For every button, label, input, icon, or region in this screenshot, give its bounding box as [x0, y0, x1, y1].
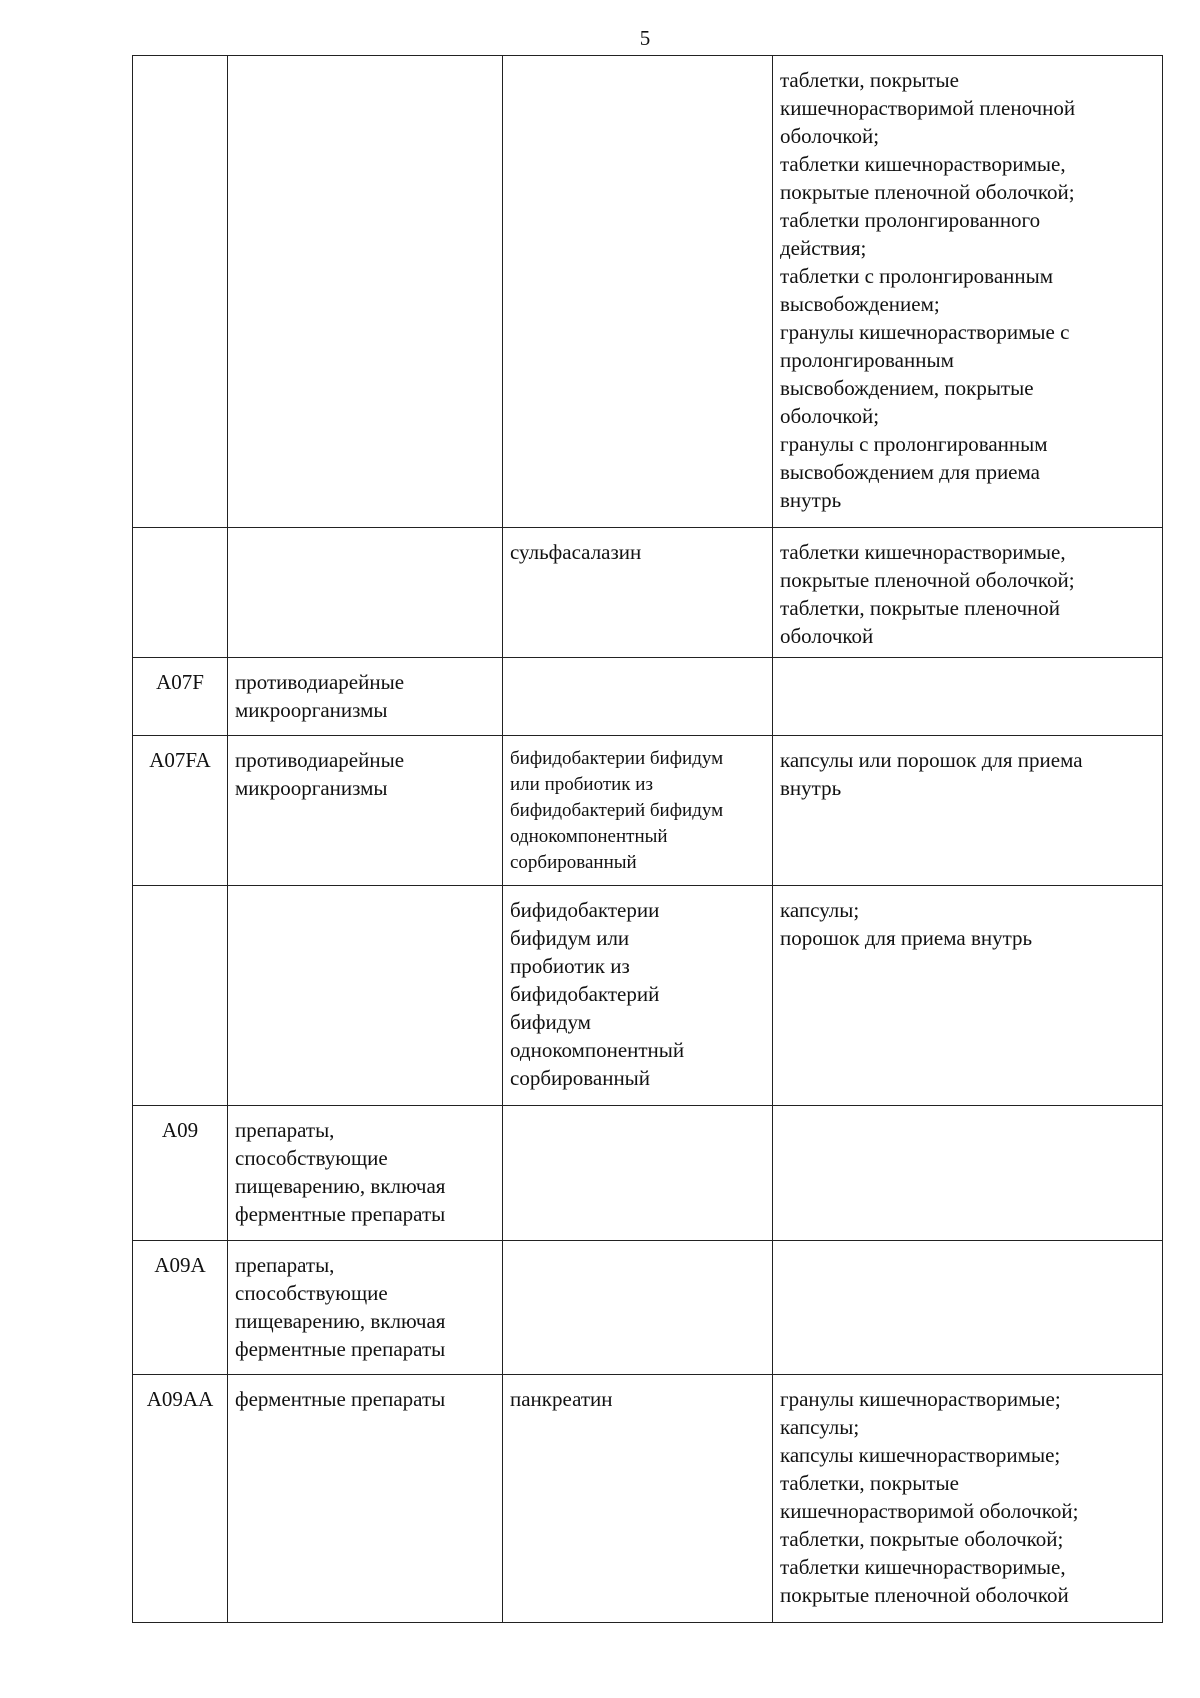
- group-name-cell: противодиарейные микроорганизмы: [228, 658, 503, 736]
- table-row: [133, 1106, 1163, 1241]
- atc-code-cell: A09AA: [133, 1375, 228, 1623]
- dosage-forms-cell: таблетки кишечнорастворимые, покрытые пленочной оболочкой; таблетки, покрытые пленочной оболочкой: [773, 528, 1163, 658]
- drug-table: [132, 55, 1163, 1623]
- atc-code-cell: A07FA: [133, 736, 228, 886]
- table-row: [133, 1241, 1163, 1375]
- atc-code-cell: [133, 56, 228, 528]
- atc-code-cell: [133, 528, 228, 658]
- dosage-forms-cell: таблетки, покрытые кишечнорастворимой пленочной оболочкой; таблетки кишечнорастворимые, покрытые пленочной оболочкой; таблетки пролонгированного действия; таблетки с пролонгированным высвобождением; гранулы кишечнорастворимые с пролонгированным высвобождением, покрытые оболочкой; гранулы с пролонгированным высвобождением для приема внутрь: [773, 56, 1163, 528]
- atc-code-cell: A07F: [133, 658, 228, 736]
- drug-name-cell: бифидобактерии бифидум или пробиотик из бифидобактерий бифидум однокомпонентный сорбированный: [503, 886, 773, 1106]
- page-number: 5: [639, 26, 651, 50]
- dosage-forms-cell: капсулы; порошок для приема внутрь: [773, 886, 1163, 1106]
- drug-name-cell: [503, 56, 773, 528]
- table-row: [133, 736, 1163, 886]
- group-name-cell: ферментные препараты: [228, 1375, 503, 1623]
- dosage-forms-cell: [773, 658, 1163, 736]
- group-name-cell: противодиарейные микроорганизмы: [228, 736, 503, 886]
- atc-code-cell: A09A: [133, 1241, 228, 1375]
- group-name-cell: [228, 886, 503, 1106]
- atc-code-cell: A09: [133, 1106, 228, 1241]
- table-row: [133, 1375, 1163, 1623]
- dosage-forms-cell: капсулы или порошок для приема внутрь: [773, 736, 1163, 886]
- atc-code-cell: [133, 886, 228, 1106]
- table-row: [133, 886, 1163, 1106]
- dosage-forms-cell: [773, 1106, 1163, 1241]
- group-name-cell: препараты, способствующие пищеварению, включая ферментные препараты: [228, 1241, 503, 1375]
- group-name-cell: [228, 528, 503, 658]
- drug-name-cell: сульфасалазин: [503, 528, 773, 658]
- drug-name-cell: [503, 1241, 773, 1375]
- drug-name-cell: [503, 1106, 773, 1241]
- group-name-cell: препараты, способствующие пищеварению, включая ферментные препараты: [228, 1106, 503, 1241]
- drug-name-cell: бифидобактерии бифидум или пробиотик из бифидобактерий бифидум однокомпонентный сорбированный: [503, 736, 773, 886]
- dosage-forms-cell: гранулы кишечнорастворимые; капсулы; капсулы кишечнорастворимые; таблетки, покрытые кишечнорастворимой оболочкой; таблетки, покрытые оболочкой; таблетки кишечнорастворимые, покрытые пленочной оболочкой: [773, 1375, 1163, 1623]
- table-row: [133, 528, 1163, 658]
- drug-name-cell: панкреатин: [503, 1375, 773, 1623]
- dosage-forms-cell: [773, 1241, 1163, 1375]
- table-row: [133, 658, 1163, 736]
- table-row: [133, 56, 1163, 528]
- group-name-cell: [228, 56, 503, 528]
- drug-name-cell: [503, 658, 773, 736]
